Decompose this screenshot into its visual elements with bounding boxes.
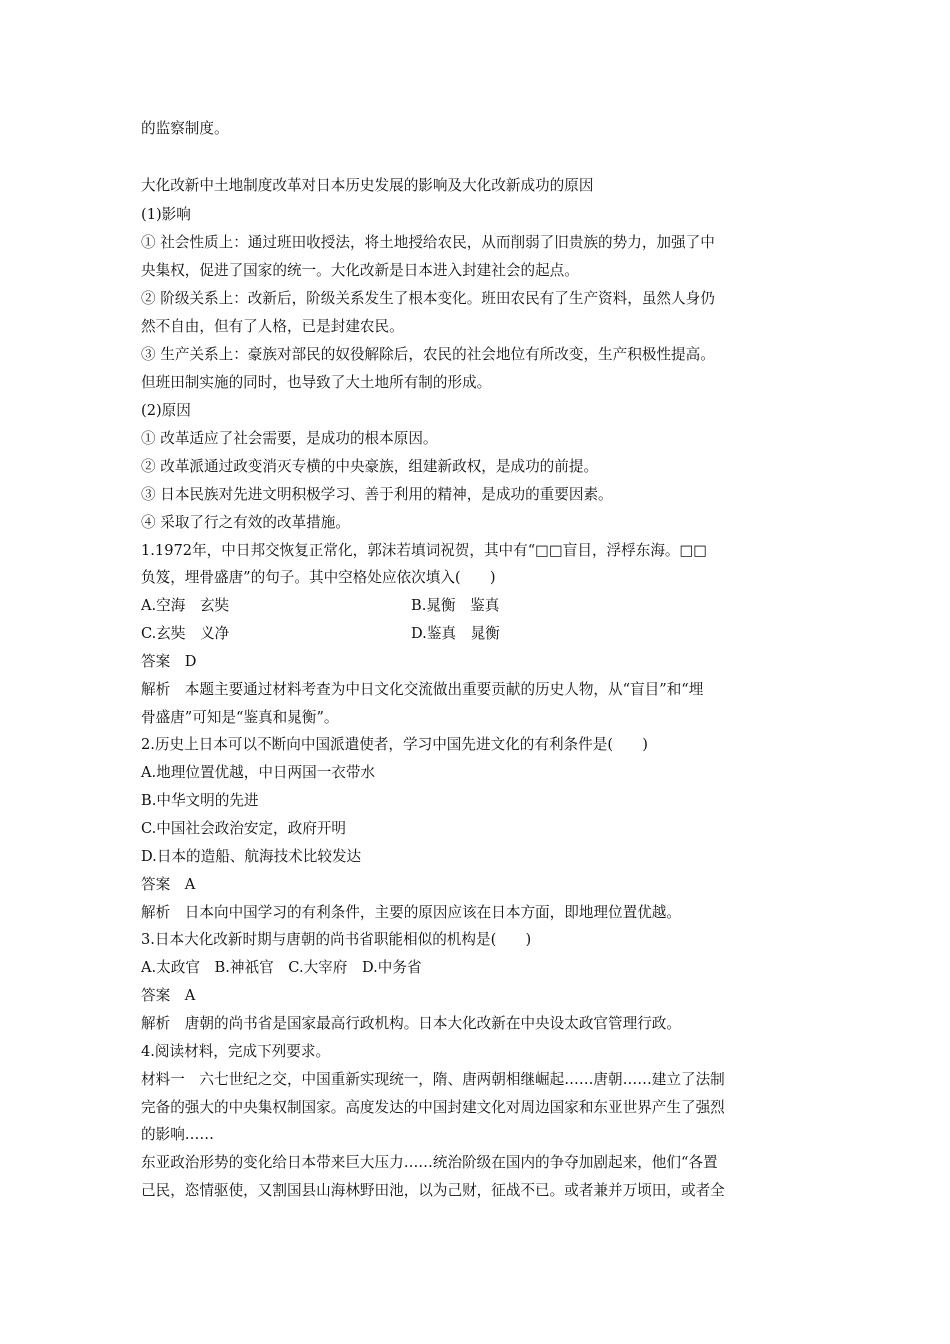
q3-stem: 3.日本大化改新时期与唐朝的尚书省职能相似的机构是( )	[141, 931, 532, 948]
q4-material-1-line-3: 的影响……	[141, 1126, 214, 1143]
q1-answer: 答案 D	[141, 653, 197, 670]
q1-analysis-line-2: 骨盛唐”可知是“鉴真和晁衡”。	[141, 709, 339, 726]
influence-1-line-1: ① 社会性质上：通过班田收授法，将土地授给农民，从而削弱了旧贵族的势力，加强了中	[141, 234, 715, 251]
q2-analysis: 解析 日本向中国学习的有利条件，主要的原因应该在日本方面，即地理位置优越。	[141, 904, 681, 921]
q1-options-row-1	[141, 596, 500, 616]
influence-1-line-2: 央集权，促进了国家的统一。大化改新是日本进入封建社会的起点。	[141, 262, 579, 279]
q1-stem-line-2: 负笈，埋骨盛唐”的句子。其中空格处应依次填入( )	[141, 569, 496, 586]
influence-3-line-2: 但班田制实施的同时，也导致了大土地所有制的形成。	[141, 374, 492, 391]
q4-stem: 4.阅读材料，完成下列要求。	[141, 1043, 331, 1060]
q2-option-a: A.地理位置优越，中日两国一衣带水	[141, 764, 376, 781]
influence-2-line-2: 然不自由，但有了人格，已是封建农民。	[141, 318, 404, 335]
q1-option-a: A.空海 玄奘	[141, 597, 230, 614]
influence-3-line-1: ③ 生产关系上：豪族对部民的奴役解除后，农民的社会地位有所改变，生产积极性提高。	[141, 346, 715, 363]
reason-4: ④ 采取了行之有效的改革措施。	[141, 514, 350, 531]
q1-option-b: B.晁衡 鉴真	[411, 597, 500, 614]
q4-material-2-line-2: 己民，恣情驱使，又割国县山海林野田池，以为己财，征战不已。或者兼并万顷田，或者全	[141, 1182, 725, 1199]
section-title: 大化改新中土地制度改革对日本历史发展的影响及大化改新成功的原因	[141, 177, 594, 194]
influence-2-line-1: ② 阶级关系上：改新后，阶级关系发生了根本变化。班田农民有了生产资料，虽然人身仍	[141, 290, 715, 307]
intro-line-1: 的监察制度。	[141, 120, 229, 137]
q3-answer: 答案 A	[141, 987, 196, 1004]
q1-option-d: D.鉴真 晁衡	[411, 625, 500, 642]
q4-material-1-line-2: 完备的强大的中央集权制国家。高度发达的中国封建文化对周边国家和东亚世界产生了强烈	[141, 1099, 725, 1116]
q2-option-d: D.日本的造船、航海技术比较发达	[141, 848, 362, 865]
reason-2: ② 改革派通过政变消灭专横的中央豪族，组建新政权，是成功的前提。	[141, 458, 599, 475]
influence-heading: (1)影响	[141, 206, 191, 223]
q4-material-1-line-1: 材料一 六七世纪之交，中国重新实现统一，隋、唐两朝相继崛起……唐朝……建立了法制	[141, 1071, 725, 1088]
q3-options: A.太政官 B.神祇官 C.大宰府 D.中务省	[141, 959, 422, 976]
q2-option-c: C.中国社会政治安定，政府开明	[141, 820, 347, 837]
reason-1: ① 改革适应了社会需要，是成功的根本原因。	[141, 430, 438, 447]
q2-stem: 2.历史上日本可以不断向中国派遣使者，学习中国先进文化的有利条件是( )	[141, 736, 648, 753]
q4-material-2-line-1: 东亚政治形势的变化给日本带来巨大压力……统治阶级在国内的争夺加剧起来，他们“各置	[141, 1154, 718, 1171]
q1-analysis-line-1: 解析 本题主要通过材料考查为中日文化交流做出重要贡献的历史人物，从“盲目”和“埋	[141, 681, 704, 698]
q1-options-row-2	[141, 624, 500, 644]
reason-3: ③ 日本民族对先进文明积极学习、善于利用的精神，是成功的重要因素。	[141, 486, 613, 503]
q1-stem-line-1: 1.1972年，中日邦交恢复正常化，郭沫若填词祝贺，其中有“□□盲目，浮桴东海。□□	[141, 542, 708, 559]
q2-answer: 答案 A	[141, 876, 196, 893]
q3-analysis: 解析 唐朝的尚书省是国家最高行政机构。日本大化改新在中央设太政官管理行政。	[141, 1015, 681, 1032]
q2-option-b: B.中华文明的先进	[141, 792, 259, 809]
q1-option-c: C.玄奘 义净	[141, 625, 230, 642]
reason-heading: (2)原因	[141, 402, 191, 419]
